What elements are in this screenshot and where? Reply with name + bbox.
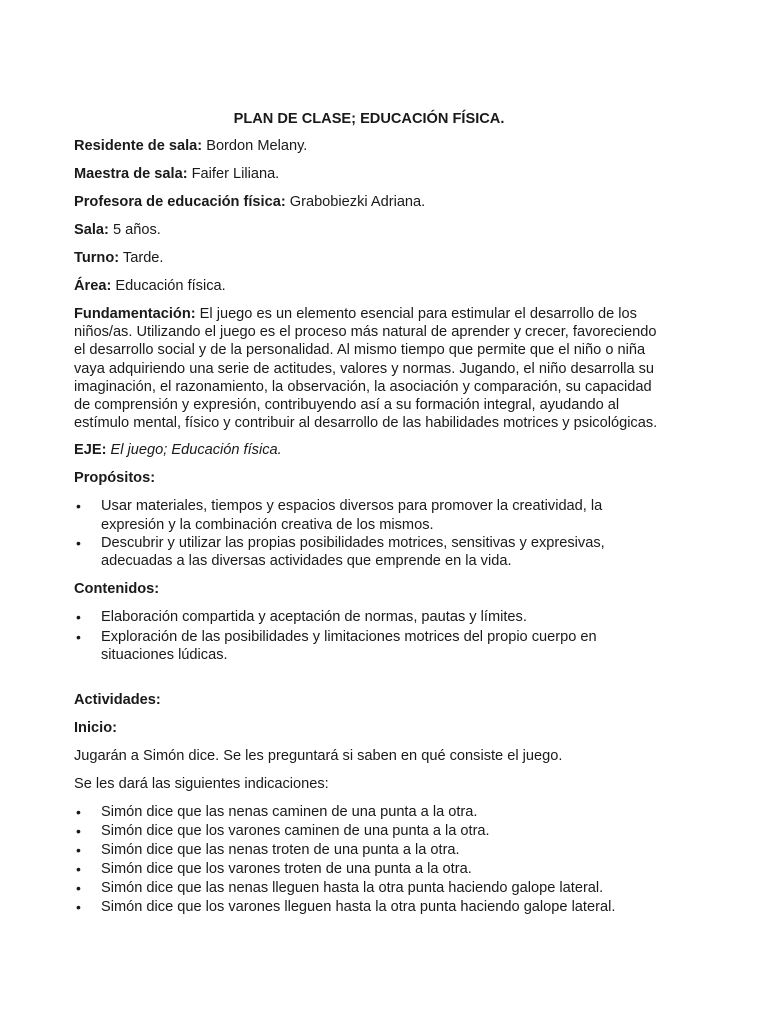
- spacer: [74, 674, 664, 691]
- actividades-list: [74, 803, 664, 918]
- field-residente-value: Bordon Melany.: [202, 138, 308, 154]
- list-item: [74, 841, 664, 860]
- bullet-icon: •: [76, 898, 81, 915]
- list-item: [74, 534, 664, 571]
- contenidos-heading: Contenidos:: [74, 580, 160, 597]
- fundamentacion-text: El juego es un elemento esencial para estimular el desarrollo de los niños/as. Utilizando el juego es el proceso más natural de aprender y crecer, favoreciendo el desarrollo social y de la personalidad. Al mismo tiempo que permite que el niño o niña vaya adquiriendo una serie de actitudes, valores y normas. Jugando, el niño desarrolla su imaginación, el razonamiento, la observación, la asociación y comparación, su capacidad de comprensión y expresión, contribuyendo así a su formación integral, ayudando al estímulo mental, físico y contribuir al desarrollo de las habilidades motrices y psicológicas.: [74, 306, 658, 432]
- field-sala-label: Sala:: [74, 222, 109, 238]
- list-item: [74, 860, 664, 879]
- list-item: [74, 497, 664, 534]
- bullet-icon: •: [76, 841, 81, 858]
- field-profesora: [74, 193, 664, 212]
- list-item-text: Simón dice que los varones lleguen hasta la otra punta haciendo galope lateral.: [101, 898, 616, 915]
- list-item-text: Simón dice que las nenas caminen de una punta a la otra.: [101, 803, 478, 820]
- eje-line: [74, 441, 664, 460]
- actividades-heading: Actividades:: [74, 691, 161, 708]
- list-item: [74, 628, 664, 665]
- field-sala-value: 5 años.: [108, 222, 161, 238]
- field-area: [74, 277, 664, 296]
- fundamentacion-paragraph: [74, 305, 664, 432]
- field-residente-label: Residente de sala:: [74, 138, 203, 154]
- list-item: [74, 608, 664, 626]
- field-area-label: Área:: [74, 278, 112, 294]
- field-turno-label: Turno:: [74, 250, 120, 266]
- eje-label: EJE:: [74, 442, 107, 459]
- field-maestra-label: Maestra de sala:: [74, 166, 188, 182]
- contenidos-list: [74, 608, 664, 665]
- list-item-text: Simón dice que las nenas troten de una punta a la otra.: [101, 841, 460, 858]
- fundamentacion-label: Fundamentación:: [74, 306, 196, 322]
- list-item: [74, 879, 664, 898]
- field-area-value: Educación física.: [111, 278, 226, 294]
- bullet-icon: •: [76, 535, 81, 552]
- list-item: [74, 803, 664, 822]
- eje-value: El juego; Educación física.: [106, 442, 282, 459]
- bullet-icon: •: [76, 879, 81, 896]
- bullet-icon: •: [76, 803, 81, 820]
- field-turno: [74, 249, 664, 268]
- list-item-text: Usar materiales, tiempos y espacios diversos para promover la creatividad, la expresión y la combinación creativa de los mismos.: [101, 498, 603, 533]
- list-item-text: Simón dice que los varones troten de una punta a la otra.: [101, 860, 472, 877]
- bullet-icon: •: [76, 822, 81, 839]
- bullet-icon: •: [76, 498, 81, 515]
- document-page: [74, 110, 664, 917]
- bullet-icon: •: [76, 608, 81, 625]
- list-item: [74, 822, 664, 841]
- list-item-text: Simón dice que las nenas lleguen hasta la otra punta haciendo galope lateral.: [101, 879, 604, 896]
- field-maestra-value: Faifer Liliana.: [187, 166, 280, 182]
- field-turno-value: Tarde.: [119, 250, 164, 266]
- actividades-paragraph-2: Se les dará las siguientes indicaciones:: [74, 775, 329, 792]
- bullet-icon: •: [76, 860, 81, 877]
- list-item-text: Descubrir y utilizar las propias posibilidades motrices, sensitivas y expresivas, adecuadas a las diversas actividades que emprende en la vida.: [101, 535, 605, 570]
- propositos-list: [74, 497, 664, 570]
- document-title: PLAN DE CLASE; EDUCACIÓN FÍSICA.: [233, 111, 505, 127]
- list-item: [74, 898, 664, 917]
- bullet-icon: •: [76, 628, 81, 645]
- field-profesora-value: Grabobiezki Adriana.: [285, 194, 426, 210]
- list-item-text: Elaboración compartida y aceptación de normas, pautas y límites.: [101, 608, 527, 625]
- field-residente: [74, 137, 664, 156]
- actividades-paragraph-1: Jugarán a Simón dice. Se les preguntará si saben en qué consiste el juego.: [74, 747, 563, 764]
- propositos-heading: Propósitos:: [74, 470, 156, 487]
- list-item-text: Simón dice que los varones caminen de una punta a la otra.: [101, 822, 490, 839]
- field-sala: [74, 221, 664, 240]
- inicio-heading: Inicio:: [74, 719, 117, 736]
- field-profesora-label: Profesora de educación física:: [74, 194, 286, 210]
- list-item-text: Exploración de las posibilidades y limitaciones motrices del propio cuerpo en situaciones lúdicas.: [101, 628, 597, 664]
- field-maestra: [74, 165, 664, 184]
